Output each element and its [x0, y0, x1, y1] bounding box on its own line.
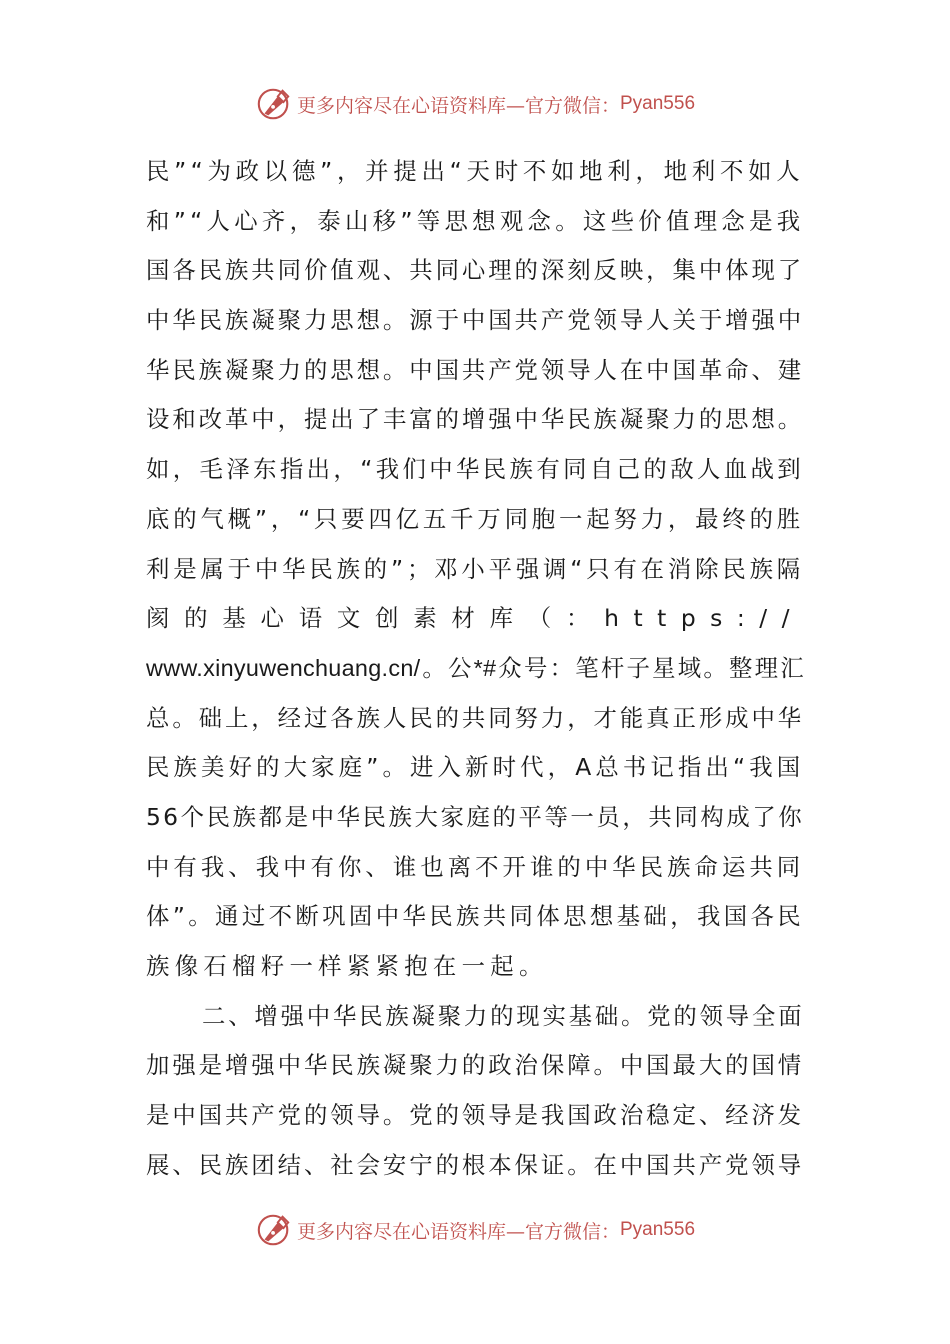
pen-nib-logo-icon — [255, 85, 293, 123]
footer-banner-text: 更多内容尽在心语资料库—官方微信： — [296, 1220, 620, 1243]
header-banner-text: 更多内容尽在心语资料库—官方微信： — [296, 94, 620, 117]
document-body — [146, 147, 804, 1190]
body-line: 是中国共产党的领导。党的领导是我国政治稳定、经济发 — [146, 1101, 804, 1130]
body-line: 总。础上，经过各族人民的共同努力，才能真正形成中华 — [146, 703, 804, 732]
body-line: 56个民族都是中华民族大家庭的平等一员，共同构成了你 — [146, 802, 804, 831]
body-line: 展、民族团结、社会安宁的根本保证。在中国共产党领导 — [146, 1150, 804, 1179]
body-line: 如，毛泽东指出，“我们中华民族有同自己的敌人血战到 — [146, 455, 804, 484]
body-line: 体”。通过不断巩固中华民族共同体思想基础，我国各民 — [146, 902, 804, 931]
header-banner — [0, 80, 950, 128]
body-line: 和”“人心齐，泰山移”等思想观念。这些价值理念是我 — [146, 206, 804, 235]
body-line: 民族美好的大家庭”。进入新时代，A总书记指出“我国 — [146, 753, 804, 782]
body-line: 阂的基心语文创素材库（：https:// — [146, 604, 804, 633]
body-line: 族像石榴籽一样紧紧抱在一起。 — [146, 952, 548, 980]
body-line: 中华民族凝聚力思想。源于中国共产党领导人关于增强中 — [146, 306, 804, 335]
pen-nib-logo-icon — [255, 1211, 293, 1249]
body-line: 加强是增强中华民族凝聚力的政治保障。中国最大的国情 — [146, 1051, 804, 1080]
body-line: 华民族凝聚力的思想。中国共产党领导人在中国革命、建 — [146, 355, 804, 384]
body-line: 底的气概”，“只要四亿五千万同胞一起努力，最终的胜 — [146, 504, 804, 533]
header-wechat-id: Pyan556 — [620, 93, 696, 114]
body-line-paragraph-start: 二、增强中华民族凝聚力的现实基础。党的领导全面 — [202, 1001, 804, 1030]
body-line: 民”“为政以德”，并提出“天时不如地利，地利不如人 — [146, 157, 804, 185]
footer-banner — [0, 1206, 950, 1254]
body-line: 国各民族共同价值观、共同心理的深刻反映，集中体现了 — [146, 256, 804, 285]
footer-wechat-id: Pyan556 — [620, 1219, 696, 1240]
body-line-url: www.xinyuwenchuang.cn/。公*#众号：笔杆子星域。整理汇 — [146, 654, 804, 681]
body-line: 设和改革中，提出了丰富的增强中华民族凝聚力的思想。 — [146, 405, 804, 434]
body-line: 利是属于中华民族的”；邓小平强调“只有在消除民族隔 — [146, 554, 804, 583]
body-line: 中有我、我中有你、谁也离不开谁的中华民族命运共同 — [146, 852, 804, 881]
